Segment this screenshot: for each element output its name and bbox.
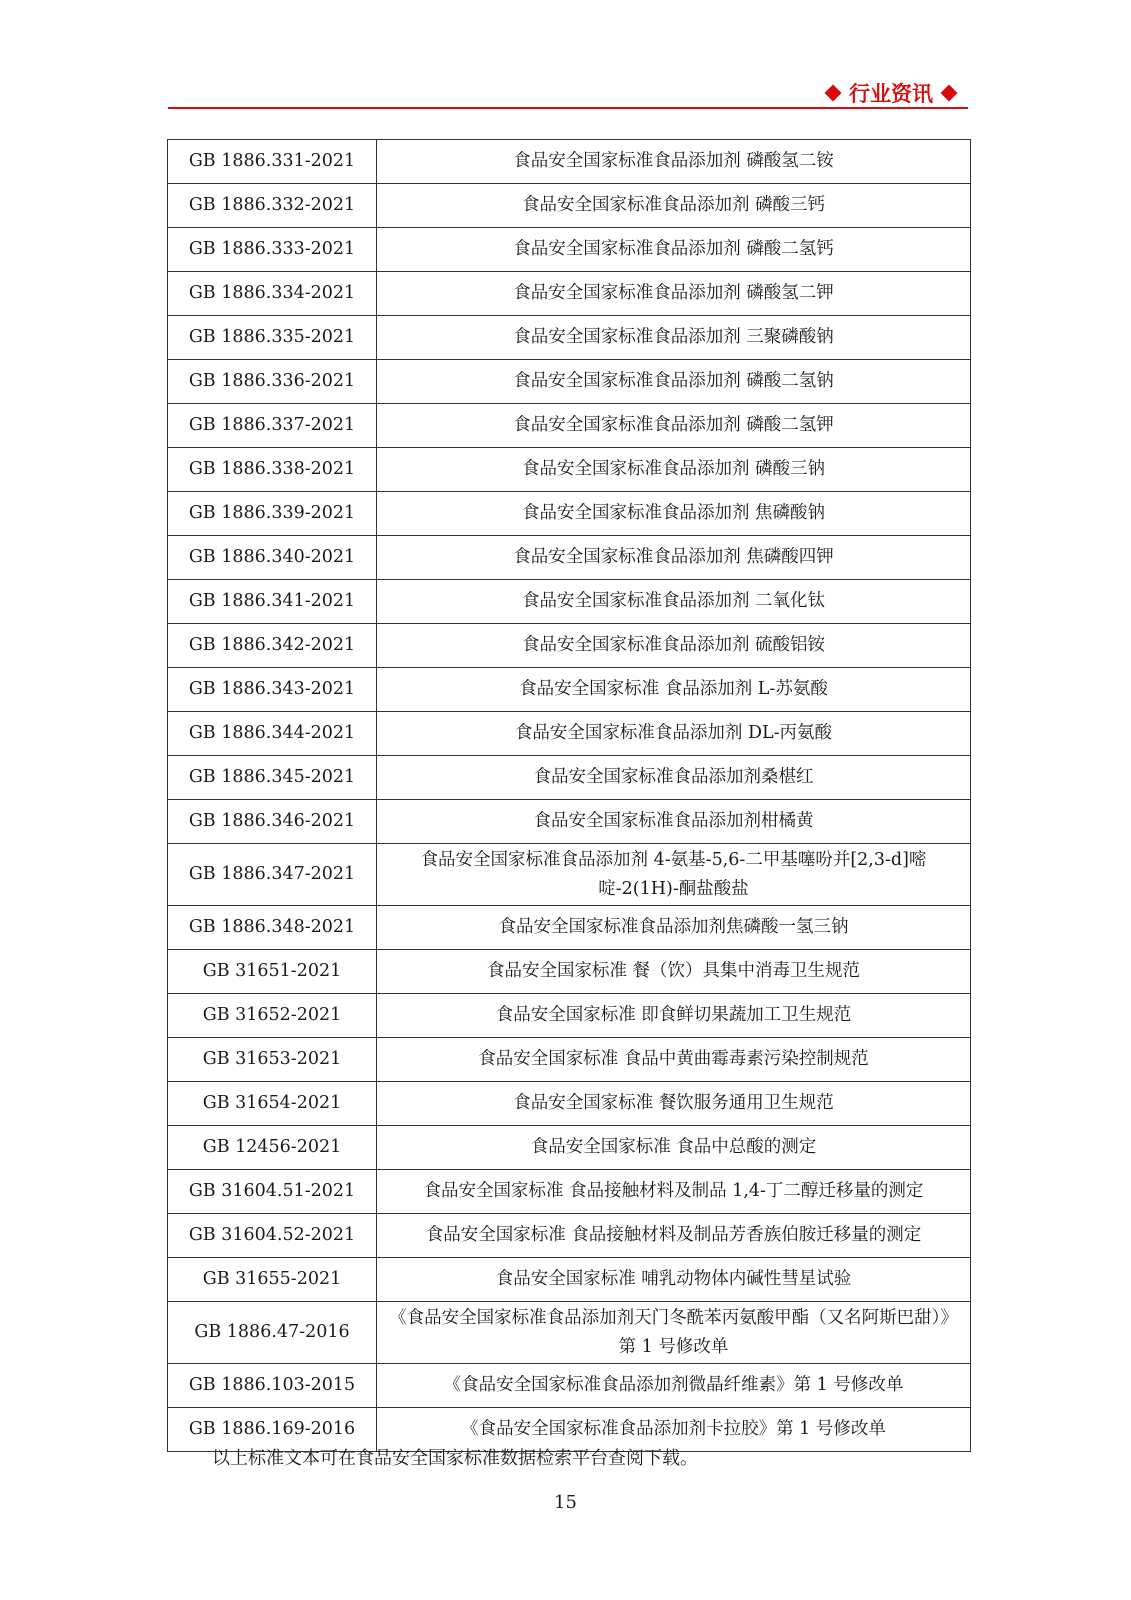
standard-name: 食品安全国家标准 食品中黄曲霉毒素污染控制规范 — [377, 1038, 971, 1082]
table-row — [168, 360, 971, 404]
standard-code: GB 1886.340-2021 — [168, 536, 377, 580]
table-row — [168, 404, 971, 448]
standard-code: GB 1886.103-2015 — [168, 1364, 377, 1408]
standard-code: GB 1886.47-2016 — [168, 1302, 377, 1364]
standard-code: GB 1886.347-2021 — [168, 844, 377, 906]
standard-name: 食品安全国家标准食品添加剂 磷酸二氢钾 — [377, 404, 971, 448]
standard-name: 食品安全国家标准食品添加剂 4-氨基-5,6-二甲基噻吩并[2,3-d]嘧啶-2(1H)-酮盐酸盐 — [377, 844, 971, 906]
standard-code: GB 1886.333-2021 — [168, 228, 377, 272]
standard-name: 食品安全国家标准食品添加剂 硫酸铝铵 — [377, 624, 971, 668]
standard-code: GB 1886.331-2021 — [168, 140, 377, 184]
standard-code: GB 31604.51-2021 — [168, 1170, 377, 1214]
table-row — [168, 1258, 971, 1302]
standards-table — [167, 139, 971, 1452]
table-row — [168, 1038, 971, 1082]
standard-code: GB 1886.338-2021 — [168, 448, 377, 492]
standard-name: 食品安全国家标准 食品接触材料及制品芳香族伯胺迁移量的测定 — [377, 1214, 971, 1258]
header-divider — [168, 107, 968, 109]
standard-name: 食品安全国家标准 餐（饮）具集中消毒卫生规范 — [377, 950, 971, 994]
standard-code: GB 1886.332-2021 — [168, 184, 377, 228]
standard-code: GB 31653-2021 — [168, 1038, 377, 1082]
table-row — [168, 800, 971, 844]
table-row — [168, 668, 971, 712]
table-row — [168, 536, 971, 580]
standard-code: GB 12456-2021 — [168, 1126, 377, 1170]
table-row — [168, 580, 971, 624]
standard-code: GB 1886.335-2021 — [168, 316, 377, 360]
standard-name: 食品安全国家标准 食品接触材料及制品 1,4-丁二醇迁移量的测定 — [377, 1170, 971, 1214]
standard-name: 食品安全国家标准食品添加剂 DL-丙氨酸 — [377, 712, 971, 756]
table-row — [168, 448, 971, 492]
standard-name: 食品安全国家标准食品添加剂 三聚磷酸钠 — [377, 316, 971, 360]
table-row — [168, 316, 971, 360]
standard-name: 《食品安全国家标准食品添加剂卡拉胶》第 1 号修改单 — [377, 1408, 971, 1452]
standard-name: 食品安全国家标准 餐饮服务通用卫生规范 — [377, 1082, 971, 1126]
standard-code: GB 1886.344-2021 — [168, 712, 377, 756]
standard-code: GB 1886.345-2021 — [168, 756, 377, 800]
section-header — [827, 78, 955, 108]
standard-code: GB 31604.52-2021 — [168, 1214, 377, 1258]
standard-name: 食品安全国家标准食品添加剂桑椹红 — [377, 756, 971, 800]
section-title: 行业资讯 — [849, 82, 933, 106]
standard-name: 食品安全国家标准 食品中总酸的测定 — [377, 1126, 971, 1170]
standard-code: GB 31652-2021 — [168, 994, 377, 1038]
standard-code: GB 31651-2021 — [168, 950, 377, 994]
table-row — [168, 1364, 971, 1408]
table-row — [168, 140, 971, 184]
standard-name: 食品安全国家标准食品添加剂 二氧化钛 — [377, 580, 971, 624]
standard-name: 食品安全国家标准食品添加剂 磷酸三钠 — [377, 448, 971, 492]
standard-code: GB 1886.337-2021 — [168, 404, 377, 448]
standard-name: 食品安全国家标准食品添加剂 磷酸二氢钙 — [377, 228, 971, 272]
table-row — [168, 1302, 971, 1364]
standard-name: 食品安全国家标准食品添加剂 磷酸氢二铵 — [377, 140, 971, 184]
standard-code: GB 1886.346-2021 — [168, 800, 377, 844]
standard-name: 《食品安全国家标准食品添加剂天门冬酰苯丙氨酸甲酯（又名阿斯巴甜）》第 1 号修改单 — [377, 1302, 971, 1364]
diamond-icon — [941, 85, 958, 102]
standard-name: 《食品安全国家标准食品添加剂微晶纤维素》第 1 号修改单 — [377, 1364, 971, 1408]
table-row — [168, 950, 971, 994]
table-row — [168, 184, 971, 228]
standard-name: 食品安全国家标准食品添加剂 磷酸三钙 — [377, 184, 971, 228]
standard-name: 食品安全国家标准食品添加剂 焦磷酸钠 — [377, 492, 971, 536]
standard-name: 食品安全国家标准 即食鲜切果蔬加工卫生规范 — [377, 994, 971, 1038]
standard-name: 食品安全国家标准食品添加剂 焦磷酸四钾 — [377, 536, 971, 580]
standard-code: GB 1886.343-2021 — [168, 668, 377, 712]
standard-name: 食品安全国家标准食品添加剂 磷酸氢二钾 — [377, 272, 971, 316]
table-row — [168, 1082, 971, 1126]
standard-name: 食品安全国家标准 食品添加剂 L-苏氨酸 — [377, 668, 971, 712]
standard-code: GB 31655-2021 — [168, 1258, 377, 1302]
standard-name: 食品安全国家标准食品添加剂 磷酸二氢钠 — [377, 360, 971, 404]
standard-code: GB 1886.169-2016 — [168, 1408, 377, 1452]
table-row — [168, 994, 971, 1038]
standard-code: GB 1886.336-2021 — [168, 360, 377, 404]
table-row — [168, 228, 971, 272]
table-row — [168, 624, 971, 668]
table-row — [168, 272, 971, 316]
standard-name: 食品安全国家标准食品添加剂柑橘黄 — [377, 800, 971, 844]
standard-name: 食品安全国家标准食品添加剂焦磷酸一氢三钠 — [377, 906, 971, 950]
standard-code: GB 31654-2021 — [168, 1082, 377, 1126]
diamond-icon — [825, 85, 842, 102]
table-row — [168, 712, 971, 756]
standard-code: GB 1886.348-2021 — [168, 906, 377, 950]
table-row — [168, 1126, 971, 1170]
standard-code: GB 1886.342-2021 — [168, 624, 377, 668]
standard-code: GB 1886.341-2021 — [168, 580, 377, 624]
standard-name: 食品安全国家标准 哺乳动物体内碱性彗星试验 — [377, 1258, 971, 1302]
table-row — [168, 492, 971, 536]
table-row — [168, 1170, 971, 1214]
table-row — [168, 756, 971, 800]
table-row — [168, 906, 971, 950]
standard-code: GB 1886.339-2021 — [168, 492, 377, 536]
footer-note: 以上标准文本可在食品安全国家标准数据检索平台查阅下载。 — [212, 1448, 698, 1469]
page-number: 15 — [554, 1492, 577, 1513]
standard-code: GB 1886.334-2021 — [168, 272, 377, 316]
table-row — [168, 1214, 971, 1258]
table-row — [168, 844, 971, 906]
